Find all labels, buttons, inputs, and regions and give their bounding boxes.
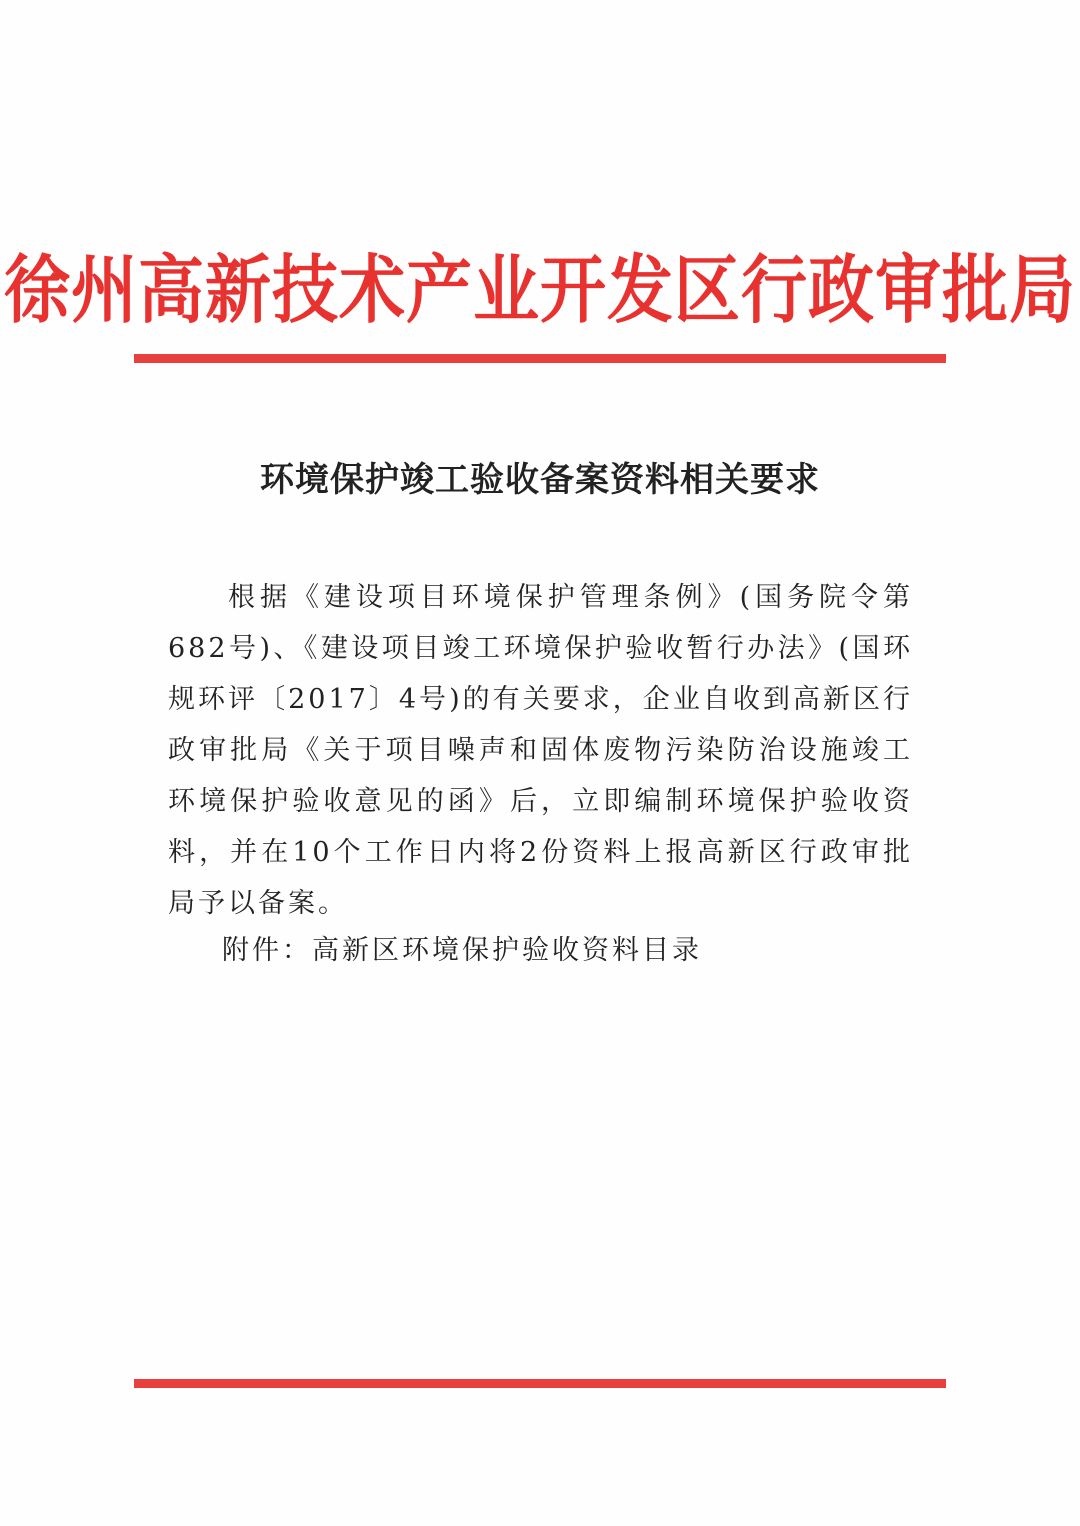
attachment-line: 附件：高新区环境保护验收资料目录 (222, 935, 702, 966)
masthead-org-name: 徐州高新技术产业开发区行政审批局 (4, 245, 1076, 333)
masthead-red-rule (134, 354, 946, 363)
body-paragraph: 根据《建设项目环境保护管理条例》(国务院令第682号)、《建设项目竣工环境保护验收暂行办法》(国环规环评〔2017〕4号)的有关要求，企业自收到高新区行政审批局《关于项目噪声和固体废物污染防治设施竣工环境保护验收意见的函》后，立即编制环境保护验收资料，并在10个工作日内将2份资料上报高新区行政审批局予以备案。 (168, 582, 913, 919)
footer-red-rule (134, 1379, 946, 1388)
document-title: 环境保护竣工验收备案资料相关要求 (260, 460, 820, 500)
